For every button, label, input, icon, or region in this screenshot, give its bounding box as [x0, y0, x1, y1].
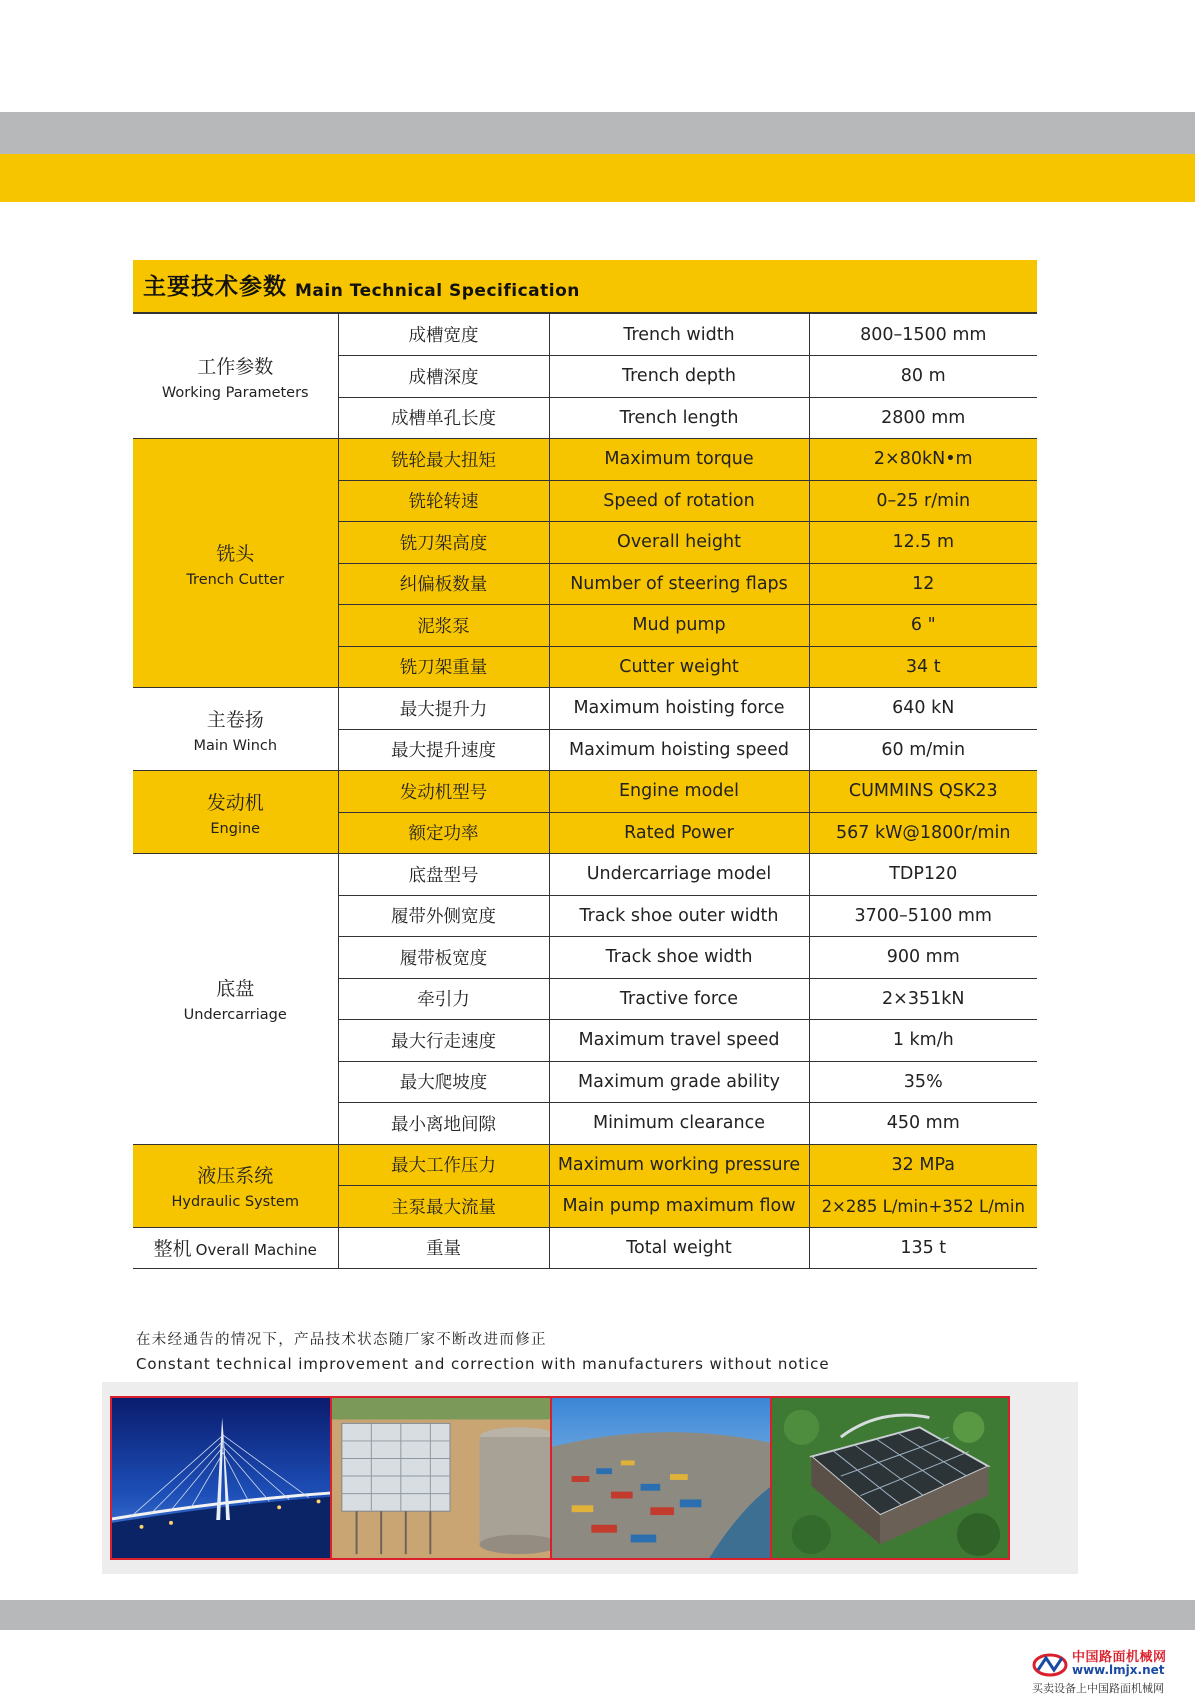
param-en: Overall height: [549, 522, 809, 564]
group-label-en: Main Winch: [193, 737, 278, 754]
param-value: 2×351kN: [809, 978, 1037, 1020]
param-en: Maximum grade ability: [549, 1061, 809, 1103]
param-en: Maximum torque: [549, 439, 809, 481]
table-row: [133, 771, 1037, 813]
param-zh: 履带外侧宽度: [338, 895, 549, 937]
param-zh: 铣轮最大扭矩: [338, 439, 549, 481]
group-label-en: Undercarriage: [183, 1007, 287, 1024]
group-engine: [133, 771, 338, 854]
param-zh: 底盘型号: [338, 854, 549, 896]
param-value: TDP120: [809, 854, 1037, 896]
param-en: Trench depth: [549, 356, 809, 398]
param-zh: 成槽宽度: [338, 314, 549, 356]
group-hydraulic: [133, 1144, 338, 1227]
param-zh: 铣轮转速: [338, 480, 549, 522]
param-en: Tractive force: [549, 978, 809, 1020]
group-label-en: Hydraulic System: [171, 1194, 299, 1210]
param-zh: 最大爬坡度: [338, 1061, 549, 1103]
param-zh: 最大提升力: [338, 688, 549, 730]
group-label-en: Trench Cutter: [186, 571, 285, 588]
param-value: 80 m: [809, 356, 1037, 398]
spec-header: [133, 260, 1037, 314]
underground-structure-photo: [330, 1396, 570, 1560]
watermark-logo: [1032, 1644, 1192, 1694]
param-zh: 额定功率: [338, 812, 549, 854]
param-zh: 铣刀架高度: [338, 522, 549, 564]
param-zh: 最小离地间隙: [338, 1103, 549, 1145]
notice-zh: 在未经通告的情况下，产品技术状态随厂家不断改进而修正: [136, 1332, 547, 1348]
param-zh: 纠偏板数量: [338, 563, 549, 605]
param-value: 34 t: [809, 646, 1037, 688]
watermark-name: 中国路面机械网: [1072, 1650, 1167, 1665]
param-zh: 泥浆泵: [338, 605, 549, 647]
group-winch: [133, 688, 338, 771]
param-zh: 铣刀架重量: [338, 646, 549, 688]
param-value: 800–1500 mm: [809, 314, 1037, 356]
param-zh: 主泵最大流量: [338, 1186, 549, 1228]
table-row: [133, 1227, 1037, 1269]
param-en: Maximum working pressure: [549, 1144, 809, 1186]
param-value: 6 ": [809, 605, 1037, 647]
param-zh: 重量: [338, 1227, 549, 1269]
param-en: Mud pump: [549, 605, 809, 647]
param-zh: 最大工作压力: [338, 1144, 549, 1186]
param-en: Maximum travel speed: [549, 1020, 809, 1062]
param-en: Undercarriage model: [549, 854, 809, 896]
spec-table: [133, 314, 1037, 1269]
param-en: Trench width: [549, 314, 809, 356]
spec-table-section: [133, 260, 1037, 1269]
param-value: 450 mm: [809, 1103, 1037, 1145]
param-en: Minimum clearance: [549, 1103, 809, 1145]
group-overall: [133, 1227, 338, 1269]
table-row: [133, 854, 1037, 896]
group-label-zh: 液压系统: [197, 1165, 274, 1187]
param-value: 640 kN: [809, 688, 1037, 730]
param-zh: 最大行走速度: [338, 1020, 549, 1062]
param-zh: 最大提升速度: [338, 729, 549, 771]
param-en: Speed of rotation: [549, 480, 809, 522]
watermark-url: www.lmjx.net: [1072, 1663, 1165, 1677]
param-value: 12: [809, 563, 1037, 605]
param-value: 32 MPa: [809, 1144, 1037, 1186]
param-value: 2800 mm: [809, 397, 1037, 439]
group-label-en: Working Parameters: [161, 384, 309, 401]
group-label-zh: 发动机: [206, 791, 264, 814]
group-undercarriage: [133, 854, 338, 1145]
param-zh: 牵引力: [338, 978, 549, 1020]
bottom-grey-band: [0, 1600, 1195, 1630]
param-en: Rated Power: [549, 812, 809, 854]
group-cutter: [133, 439, 338, 688]
param-en: Track shoe outer width: [549, 895, 809, 937]
table-row: [133, 439, 1037, 481]
param-zh: 成槽深度: [338, 356, 549, 398]
param-zh: 发动机型号: [338, 771, 549, 813]
param-value: 2×80kN•m: [809, 439, 1037, 481]
group-label-en: Engine: [210, 820, 261, 837]
param-en: Trench length: [549, 397, 809, 439]
group-working: [133, 314, 338, 439]
spec-title-zh: 主要技术参数: [143, 274, 287, 300]
table-row: [133, 314, 1037, 356]
top-grey-band: [0, 112, 1195, 154]
param-zh: 成槽单孔长度: [338, 397, 549, 439]
watermark-slogan: 买卖设备上中国路面机械网: [1032, 1682, 1164, 1695]
group-label-zh: 整机: [153, 1238, 192, 1261]
param-value: 60 m/min: [809, 729, 1037, 771]
application-photo-strip: [102, 1382, 1078, 1574]
param-value: 1 km/h: [809, 1020, 1037, 1062]
param-en: Cutter weight: [549, 646, 809, 688]
param-value: 2×285 L/min+352 L/min: [809, 1186, 1037, 1228]
site-model-photo: [770, 1396, 1010, 1560]
spec-title-en: Main Technical Specification: [295, 281, 580, 301]
param-value: 3700–5100 mm: [809, 895, 1037, 937]
param-value: CUMMINS QSK23: [809, 771, 1037, 813]
param-value: 0–25 r/min: [809, 480, 1037, 522]
group-label-en: Overall Machine: [195, 1241, 317, 1260]
group-label-zh: 工作参数: [197, 355, 274, 378]
notice-en: Constant technical improvement and correction with manufacturers without notice: [136, 1355, 830, 1373]
group-label-zh: 底盘: [216, 978, 255, 1001]
param-en: Main pump maximum flow: [549, 1186, 809, 1228]
table-row: [133, 1144, 1037, 1186]
port-photo: [550, 1396, 790, 1560]
site-logo-icon: [1032, 1650, 1068, 1680]
param-value: 135 t: [809, 1227, 1037, 1269]
param-en: Engine model: [549, 771, 809, 813]
top-yellow-band: [0, 154, 1195, 202]
group-label-zh: 主卷扬: [206, 708, 264, 731]
param-en: Track shoe width: [549, 937, 809, 979]
table-row: [133, 688, 1037, 730]
param-en: Maximum hoisting force: [549, 688, 809, 730]
param-value: 900 mm: [809, 937, 1037, 979]
param-value: 35%: [809, 1061, 1037, 1103]
notice: [136, 1328, 829, 1373]
param-en: Total weight: [549, 1227, 809, 1269]
group-label-zh: 铣头: [216, 542, 255, 565]
bridge-photo: [110, 1396, 350, 1560]
param-value: 567 kW@1800r/min: [809, 812, 1037, 854]
param-value: 12.5 m: [809, 522, 1037, 564]
param-en: Number of steering flaps: [549, 563, 809, 605]
param-en: Maximum hoisting speed: [549, 729, 809, 771]
param-zh: 履带板宽度: [338, 937, 549, 979]
